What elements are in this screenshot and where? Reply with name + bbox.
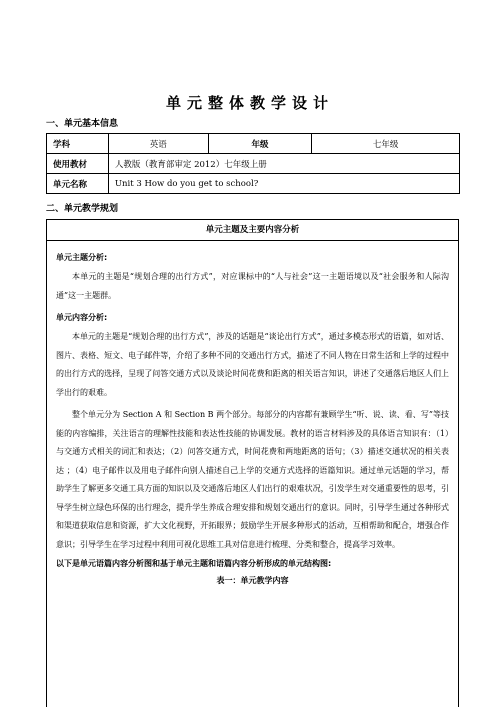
table-row [47, 154, 460, 174]
table-row [47, 174, 460, 194]
theme-analysis-heading: 单元主题分析: [56, 253, 108, 262]
textbook-value: 人教版（教育部审定 2012）七年级上册 [108, 154, 459, 174]
page-title: 单元整体教学设计 [165, 94, 334, 112]
theme-analysis-text: 本单元的主题是“规划合理的出行方式”，对应课标中的“人与社会”这一主题语境以及“社会服务和人际沟通”这一主题群。 [56, 272, 449, 300]
content-analysis-heading: 单元内容分析: [56, 313, 108, 322]
unit-name-value: Unit 3 How do you get to school? [108, 174, 459, 194]
structure-heading: 以下是单元语篇内容分析图和基于单元主题和语篇内容分析形成的单元结构图: [56, 559, 332, 568]
unit-name-label: 单元名称 [47, 174, 109, 194]
content-analysis-paragraph-1: 本单元的主题是“规划合理的出行方式”，涉及的话题是“谈论出行方式”，通过多模态形式的语篇，如对话、图片、表格、短文、电子邮件等，介绍了多种不同的交通出行方式，描述了不同人物在日常生活和上学的过程中的出行方式的选择，呈现了问答交通方式以及谈论时间花费和距离的相关语言知识，讲述了交通落后地区人们上学出行的艰难。 [56, 332, 449, 397]
table1-caption: 表一：单元教学内容 [216, 576, 289, 585]
section-heading-basic-info: 一、单元基本信息 [46, 119, 119, 129]
analysis-content [47, 252, 458, 589]
section-heading-planning: 二、单元教学规划 [46, 204, 119, 214]
grade-label: 年级 [208, 134, 312, 154]
unit-info-table [46, 133, 460, 194]
subject-value: 英语 [108, 134, 208, 154]
subject-label: 学科 [47, 134, 109, 154]
textbook-label: 使用教材 [47, 154, 109, 174]
grade-value: 七年级 [312, 134, 460, 154]
table-row [47, 134, 460, 154]
content-analysis-paragraph-2: 整个单元分为 Section A 和 Section B 两个部分。每部分的内容都有兼顾学生“听、说、读、看、写”等技能的内容编排，关注语言的理解性技能和表达性技能的协调发展。教材的语言材料涉及的具体语言知识有：（1）与交通方式相关的词汇和表达；（2）问答交通方式，时间花费和两地距离的语句；（3）描述交通状况的相关表达 ；（4）电子邮件以及用电子邮件向别人描述自己上学的交通方式选择的语篇知识。通过单元话题的学习，帮助学生了解更多交通工具方面的知识以及交通落后地区人们出行的艰难状况，引发学生对交通重要性的思考，引导学生树立绿色环保的出行理念，提升学生养成合理安排和规划交通出行的意识。同时，引导学生通过各种形式和渠道获取信息和资源，扩大文化视野，开拓眼界；鼓励学生开展多种形式的活动，互相帮助和配合，增强合作意识；引导学生在学习过程中利用可视化思维工具对信息进行梳理、分类和整合，提高学习效率。 [56, 410, 449, 549]
analysis-header: 单元主题及主要内容分析 [47, 220, 458, 241]
analysis-box [46, 219, 459, 707]
